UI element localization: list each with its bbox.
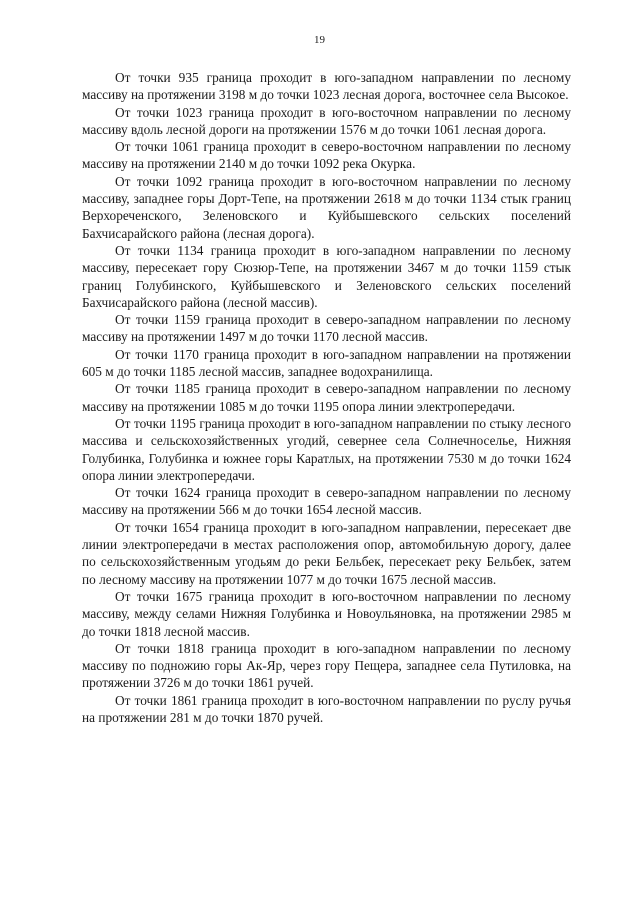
paragraph: От точки 1023 граница проходит в юго-восточном направлении по лесному массиву вдоль лесной дороги на протяжении 1576 м до точки 1061 лесная дорога.	[82, 104, 571, 137]
paragraph: От точки 1159 граница проходит в северо-западном направлении по лесному массиву на протяжении 1497 м до точки 1170 лесной массив.	[82, 312, 571, 345]
paragraph: От точки 1185 граница проходит в северо-западном направлении по лесному массиву на протяжении 1085 м до точки 1195 опора линии электропередачи.	[82, 381, 571, 414]
document-body	[82, 69, 571, 726]
paragraph: От точки 1654 граница проходит в юго-западном направлении, пересекает две линии электропередачи в местах расположения опор, автомобильную дорогу, далее по сельскохозяйственным угодьям до реки Бельбек, пересекает реку Бельбек, затем по лесному массиву на протяжении 1077 м до точки 1675 лесной массив.	[82, 519, 571, 587]
page-number: 19	[314, 34, 325, 46]
paragraph: От точки 1061 граница проходит в северо-восточном направлении по лесному массиву на протяжении 2140 м до точки 1092 река Окурка.	[82, 139, 571, 172]
paragraph: От точки 1624 граница проходит в северо-западном направлении по лесному массиву на протяжении 566 м до точки 1654 лесной массив.	[82, 485, 571, 518]
paragraph: От точки 935 граница проходит в юго-западном направлении по лесному массиву на протяжении 3198 м до точки 1023 лесная дорога, восточнее села Высокое.	[82, 70, 571, 103]
paragraph: От точки 1675 граница проходит в юго-восточном направлении по лесному массиву, между селами Нижняя Голубинка и Новоульяновка, на протяжении 2985 м до точки 1818 лесной массив.	[82, 588, 571, 639]
paragraph: От точки 1170 граница проходит в юго-западном направлении на протяжении 605 м до точки 1185 лесной массив, западнее водохранилища.	[82, 346, 571, 380]
paragraph: От точки 1092 граница проходит в юго-восточном направлении по лесному массиву, западнее горы Дорт-Тепе, на протяжении 2618 м до точки 1134 стык границ Верхореченского, Зеленовского и Куйбышевского сельских поселений Бахчисарайского района (лесная дорога).	[82, 173, 571, 241]
paragraph: От точки 1195 граница проходит в юго-западном направлении по стыку лесного массива и сельскохозяйственных угодий, севернее села Солнечноселье, Нижняя Голубинка, Голубинка и южнее горы Каратлых, на протяжении 7530 м до точки 1624 опора линии электропередачи.	[82, 415, 571, 483]
paragraph: От точки 1134 граница проходит в юго-западном направлении по лесному массиву, пересекает гору Сюзюр-Тепе, на протяжении 3467 м до точки 1159 стык границ Голубинского, Куйбышевского и Зеленовского сельских поселений Бахчисарайского района (лесной массив).	[82, 242, 571, 310]
paragraph: От точки 1861 граница проходит в юго-восточном направлении по руслу ручья на протяжении 281 м до точки 1870 ручей.	[82, 692, 571, 725]
paragraph: От точки 1818 граница проходит в юго-западном направлении по лесному массиву по подножию горы Ак-Яр, через гору Пещера, западнее села Путиловка, на протяжении 3726 м до точки 1861 ручей.	[82, 640, 571, 691]
